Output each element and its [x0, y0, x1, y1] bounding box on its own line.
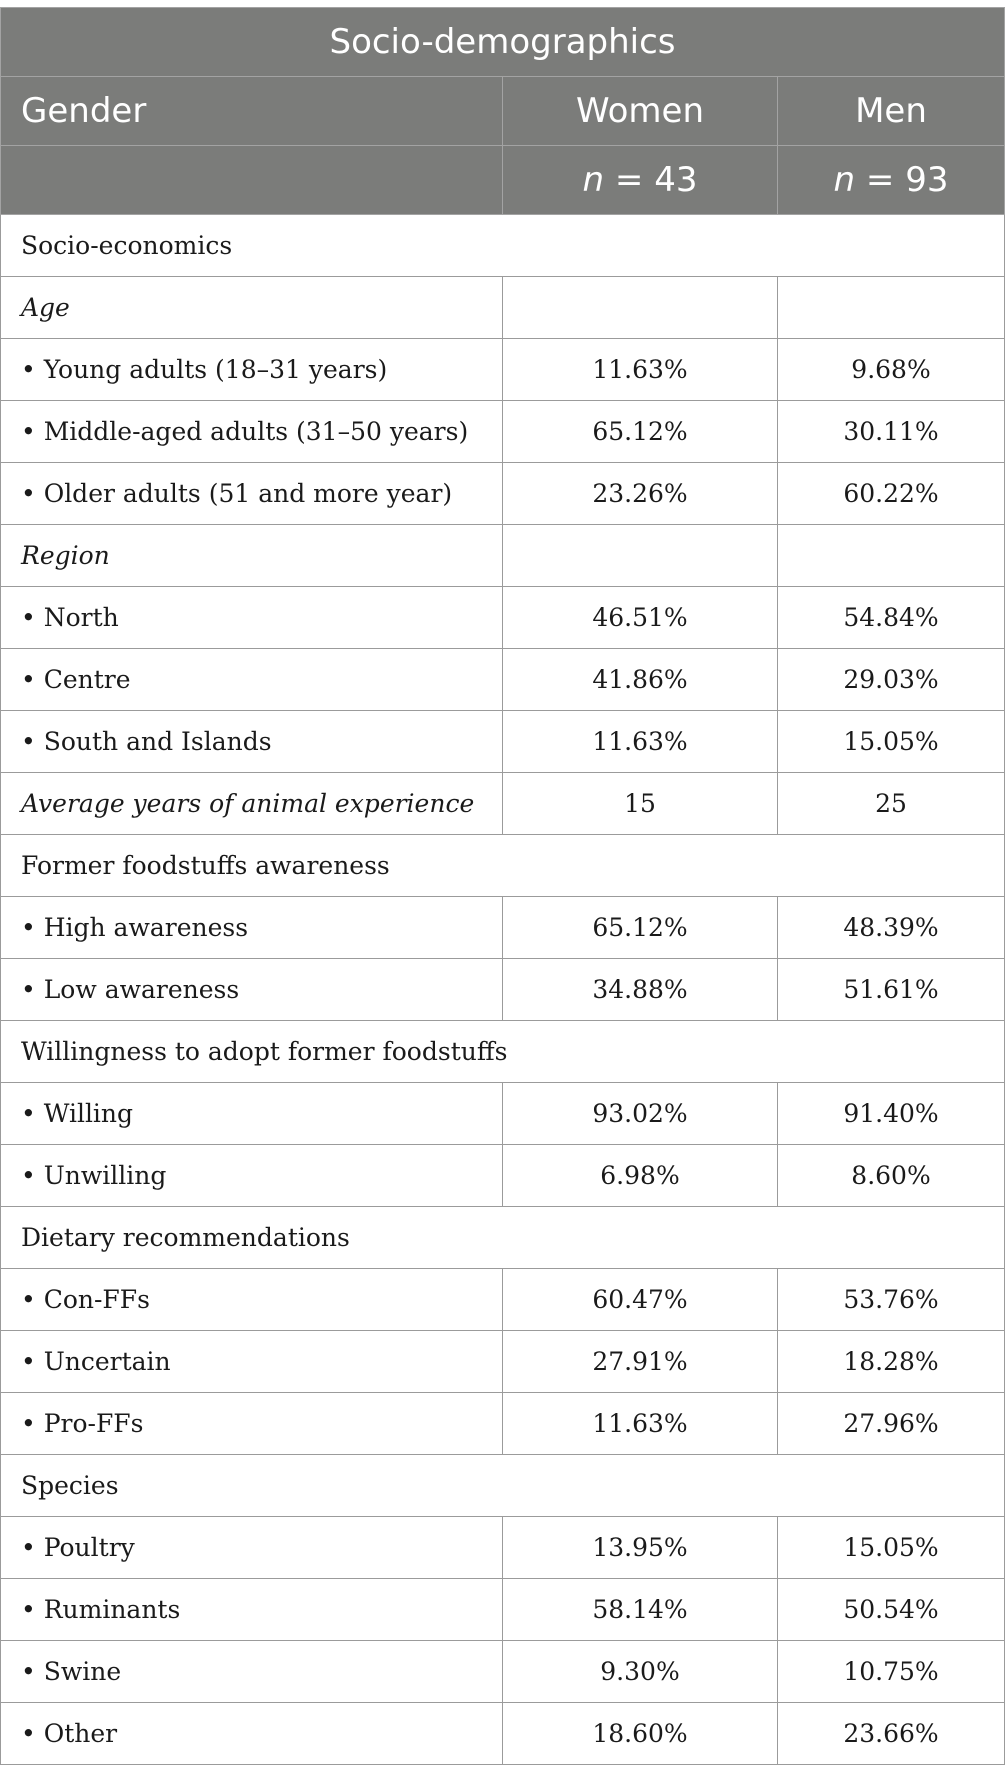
women-value: 11.63%: [503, 339, 778, 401]
row-label: • Swine: [1, 1641, 503, 1703]
row-label: • Uncertain: [1, 1331, 503, 1393]
men-value: 10.75%: [778, 1641, 1005, 1703]
men-value: 30.11%: [778, 401, 1005, 463]
sample-size-blank: [1, 146, 503, 215]
men-value: 50.54%: [778, 1579, 1005, 1641]
women-value: 58.14%: [503, 1579, 778, 1641]
women-value: 60.47%: [503, 1269, 778, 1331]
table-row: [1, 897, 1005, 959]
table-row: [1, 1393, 1005, 1455]
men-value: 60.22%: [778, 463, 1005, 525]
women-value: 6.98%: [503, 1145, 778, 1207]
section-label: Former foodstuffs awareness: [1, 835, 1005, 897]
category-label: Age: [1, 277, 503, 339]
title-row: [1, 8, 1005, 77]
men-value: 23.66%: [778, 1703, 1005, 1765]
women-value: 18.60%: [503, 1703, 778, 1765]
row-label: Average years of animal experience: [1, 773, 503, 835]
row-label: • South and Islands: [1, 711, 503, 773]
row-label: • Pro-FFs: [1, 1393, 503, 1455]
table-row: [1, 959, 1005, 1021]
women-value: 65.12%: [503, 897, 778, 959]
women-value: 93.02%: [503, 1083, 778, 1145]
sample-size-men: [778, 146, 1005, 215]
empty-cell: [778, 525, 1005, 587]
row-label: • North: [1, 587, 503, 649]
section-label: Socio-economics: [1, 215, 1005, 277]
section-row: [1, 835, 1005, 897]
men-value: 29.03%: [778, 649, 1005, 711]
table-row: [1, 1331, 1005, 1393]
empty-cell: [503, 525, 778, 587]
table-row: [1, 587, 1005, 649]
table-row: [1, 1517, 1005, 1579]
category-label: Region: [1, 525, 503, 587]
table-row: [1, 463, 1005, 525]
category-row: [1, 277, 1005, 339]
men-value: 27.96%: [778, 1393, 1005, 1455]
section-row: [1, 1455, 1005, 1517]
women-value: 11.63%: [503, 711, 778, 773]
category-row: [1, 525, 1005, 587]
row-label: • Low awareness: [1, 959, 503, 1021]
men-value: 18.28%: [778, 1331, 1005, 1393]
empty-cell: [778, 277, 1005, 339]
table-row: [1, 711, 1005, 773]
row-label: • Poultry: [1, 1517, 503, 1579]
men-value: 48.39%: [778, 897, 1005, 959]
row-label: • Older adults (51 and more year): [1, 463, 503, 525]
socio-demographics-table: [0, 7, 1005, 1765]
row-label: • Centre: [1, 649, 503, 711]
table-row: [1, 649, 1005, 711]
women-value: 9.30%: [503, 1641, 778, 1703]
section-label: Willingness to adopt former foodstuffs: [1, 1021, 1005, 1083]
men-value: 91.40%: [778, 1083, 1005, 1145]
n-value-women: = 43: [604, 160, 698, 200]
row-label: • Willing: [1, 1083, 503, 1145]
header-men: Men: [778, 77, 1005, 146]
men-value: 51.61%: [778, 959, 1005, 1021]
men-value: 15.05%: [778, 1517, 1005, 1579]
men-value: 53.76%: [778, 1269, 1005, 1331]
men-value: 25: [778, 773, 1005, 835]
empty-cell: [503, 277, 778, 339]
men-value: 15.05%: [778, 711, 1005, 773]
women-value: 15: [503, 773, 778, 835]
section-label: Species: [1, 1455, 1005, 1517]
table-row: [1, 401, 1005, 463]
men-value: 8.60%: [778, 1145, 1005, 1207]
men-value: 9.68%: [778, 339, 1005, 401]
table-row: [1, 1145, 1005, 1207]
row-label: • Con-FFs: [1, 1269, 503, 1331]
table-row: [1, 339, 1005, 401]
row-label: • Young adults (18–31 years): [1, 339, 503, 401]
table-title: Socio-demographics: [1, 8, 1005, 77]
n-symbol: n: [582, 160, 605, 200]
row-label: • Other: [1, 1703, 503, 1765]
section-row: [1, 1207, 1005, 1269]
women-value: 41.86%: [503, 649, 778, 711]
table-row: [1, 1641, 1005, 1703]
n-symbol: n: [833, 160, 856, 200]
row-label: • Middle-aged adults (31–50 years): [1, 401, 503, 463]
women-value: 23.26%: [503, 463, 778, 525]
row-label: • Ruminants: [1, 1579, 503, 1641]
women-value: 11.63%: [503, 1393, 778, 1455]
table-row: [1, 1703, 1005, 1765]
table-row: [1, 1579, 1005, 1641]
table-row: [1, 1269, 1005, 1331]
header-row: [1, 77, 1005, 146]
row-label: • High awareness: [1, 897, 503, 959]
row-label: • Unwilling: [1, 1145, 503, 1207]
men-value: 54.84%: [778, 587, 1005, 649]
header-women: Women: [503, 77, 778, 146]
section-row: [1, 215, 1005, 277]
women-value: 34.88%: [503, 959, 778, 1021]
header-gender: Gender: [1, 77, 503, 146]
women-value: 65.12%: [503, 401, 778, 463]
n-value-men: = 93: [855, 160, 949, 200]
sample-size-row: [1, 146, 1005, 215]
section-row: [1, 1021, 1005, 1083]
women-value: 27.91%: [503, 1331, 778, 1393]
table-row: [1, 1083, 1005, 1145]
table-row: [1, 773, 1005, 835]
women-value: 13.95%: [503, 1517, 778, 1579]
section-label: Dietary recommendations: [1, 1207, 1005, 1269]
women-value: 46.51%: [503, 587, 778, 649]
sample-size-women: [503, 146, 778, 215]
